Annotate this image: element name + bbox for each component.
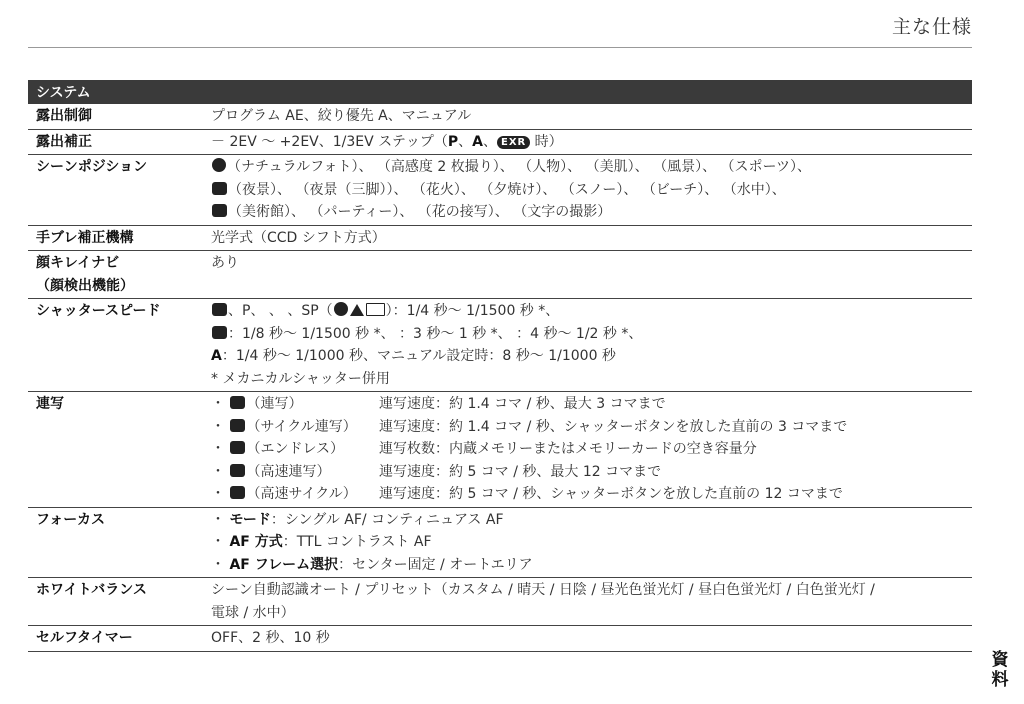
- separator: 、: [458, 133, 473, 150]
- row-value: [203, 129, 972, 155]
- page-header-title: 主な仕様: [891, 16, 972, 38]
- exr-mode-icon: [497, 136, 530, 149]
- continuous-desc: 連写速度：約 5 コマ / 秒、シャッターボタンを放した直前の 12 コマまで: [379, 486, 843, 502]
- focus-value: ：センター固定 / オートエリア: [338, 556, 533, 573]
- shutter-line: [211, 323, 970, 346]
- separator: 、: [482, 133, 497, 150]
- natural-photo-icon: [212, 158, 226, 172]
- row-label: 連写: [28, 392, 203, 508]
- table-row: [28, 225, 972, 251]
- continuous-mode: （サイクル連写）: [246, 418, 357, 435]
- endless-continuous-icon: [230, 441, 245, 454]
- shutter-line-text: ：1/4 秒～ 1/1000 秒、マニュアル設定時：8 秒～ 1/1000 秒: [221, 348, 616, 364]
- row-value: [203, 392, 972, 508]
- landscape-icon: [350, 304, 364, 316]
- bullet: ・: [211, 556, 225, 573]
- table-row: [28, 392, 972, 508]
- row-label: [28, 251, 203, 299]
- table-row: [28, 104, 972, 129]
- continuous-item: [211, 483, 970, 506]
- row-label: 手ブレ補正機構: [28, 225, 203, 251]
- night-icon: [212, 182, 227, 195]
- spec-table: [28, 80, 972, 652]
- row-value: [203, 578, 972, 626]
- shutter-line: [211, 300, 970, 323]
- wb-line: シーン自動認識オート / プリセット（カスタム / 晴天 / 日陰 / 昼光色蛍光灯 / 昼白色蛍光灯 / 白色蛍光灯 /: [211, 582, 875, 598]
- focus-key: AF フレーム選択: [229, 556, 339, 573]
- focus-key: AF 方式: [229, 534, 283, 550]
- shutter-line-text: 、P、 、 、SP（: [228, 303, 333, 319]
- section-header-row: [28, 80, 972, 104]
- scene-line: [211, 201, 970, 224]
- scene-line-text: （夜景）、 （夜景（三脚））、 （花火）、 （夕焼け）、 （スノー）、 （ビーチ）、 （水中）、: [228, 181, 786, 198]
- aperture-mode-a: A: [211, 348, 222, 364]
- row-label: 露出補正: [28, 129, 203, 155]
- shutter-line: [211, 345, 970, 368]
- continuous-mode: （高速サイクル）: [246, 486, 357, 502]
- cycle-continuous-icon: [230, 419, 245, 432]
- side-tab-char: 資: [991, 650, 1009, 670]
- auto-camera-icon: [212, 303, 227, 316]
- table-row: [28, 155, 972, 226]
- bullet: ・: [211, 396, 225, 412]
- row-value: あり: [203, 251, 972, 299]
- row-label-line: 顔キレイナビ: [36, 255, 120, 271]
- row-value: プログラム AE、絞り優先 A、マニュアル: [203, 104, 972, 129]
- row-label-line: （顔検出機能）: [36, 277, 134, 294]
- scene-line-text: （美術館）、 （パーティー）、 （花の接写）、 （文字の撮影）: [228, 204, 612, 220]
- bullet: ・: [211, 486, 225, 502]
- scene-line-text: （ナチュラルフォト）、 （高感度 2 枚撮り）、 （人物）、 （美肌）、 （風景）、 （スポーツ）、: [227, 159, 811, 175]
- focus-item: [211, 554, 970, 577]
- scene-line: [211, 179, 970, 202]
- bullet: ・: [211, 463, 225, 480]
- continuous-icon: [230, 396, 245, 409]
- row-value: [203, 299, 972, 392]
- shutter-line-text: ：1/8 秒～ 1/1500 秒 *、 ：3 秒～ 1 秒 *、 ：4 秒～ 1/2 秒 *、: [228, 325, 643, 342]
- side-tab: [990, 650, 1010, 690]
- high-speed-continuous-icon: [230, 464, 245, 477]
- focus-value: ：TTL コントラスト AF: [282, 534, 432, 550]
- continuous-mode: （連写）: [246, 396, 303, 412]
- continuous-desc: 連写速度：約 1.4 コマ / 秒、最大 3 コマまで: [379, 396, 666, 412]
- exposure-comp-text: － 2EV ～ +2EV、1/3EV ステップ（: [211, 133, 448, 150]
- shutter-note: * メカニカルシャッター併用: [211, 370, 390, 387]
- row-label: シーンポジション: [28, 155, 203, 226]
- header-rule: [28, 47, 972, 48]
- continuous-desc: 連写速度：約 1.4 コマ / 秒、シャッターボタンを放した直前の 3 コマまで: [379, 418, 848, 435]
- night-icon: [212, 326, 227, 339]
- row-value: [203, 155, 972, 226]
- side-tab-char: 料: [991, 670, 1009, 690]
- focus-item: [211, 531, 970, 554]
- focus-key: モード: [229, 511, 271, 528]
- continuous-item: [211, 461, 970, 484]
- bullet: ・: [211, 418, 225, 435]
- continuous-desc: 連写枚数：内蔵メモリーまたはメモリーカードの空き容量分: [379, 441, 757, 457]
- shutter-line-text: ）：1/4 秒～ 1/1500 秒 *、: [385, 303, 560, 319]
- table-row: [28, 578, 972, 626]
- exposure-comp-suffix: 時）: [530, 133, 563, 150]
- museum-icon: [212, 204, 227, 217]
- table-row: [28, 129, 972, 155]
- table-row: [28, 251, 972, 299]
- row-value: [203, 507, 972, 578]
- row-label: シャッタースピード: [28, 299, 203, 392]
- bullet: ・: [211, 534, 225, 550]
- table-row: [28, 626, 972, 652]
- scene-line: [211, 156, 970, 179]
- program-mode-p: P: [447, 133, 459, 150]
- row-label: 露出制御: [28, 104, 203, 129]
- text-icon: [366, 303, 385, 316]
- focus-value: ：シングル AF/ コンティニュアス AF: [270, 511, 504, 528]
- aperture-mode-a: A: [472, 133, 483, 150]
- continuous-desc: 連写速度：約 5 コマ / 秒、最大 12 コマまで: [379, 463, 662, 480]
- bullet: ・: [211, 511, 225, 528]
- exr-label: EXR: [500, 136, 527, 148]
- continuous-item: [211, 393, 970, 416]
- continuous-item: [211, 438, 970, 461]
- row-label: フォーカス: [28, 507, 203, 578]
- row-value: OFF、2 秒、10 秒: [203, 626, 972, 652]
- table-row: [28, 507, 972, 578]
- row-label: ホワイトバランス: [28, 578, 203, 626]
- bullet: ・: [211, 441, 225, 457]
- high-speed-cycle-icon: [230, 486, 245, 499]
- continuous-mode: （高速連写）: [246, 463, 331, 480]
- table-row: [28, 299, 972, 392]
- portrait-icon: [334, 302, 348, 316]
- row-value: 光学式（CCD シフト方式）: [203, 225, 972, 251]
- row-label: セルフタイマー: [28, 626, 203, 652]
- continuous-item: [211, 416, 970, 439]
- focus-item: [211, 509, 970, 532]
- continuous-mode: （エンドレス）: [246, 441, 345, 457]
- section-title: システム: [28, 80, 972, 104]
- wb-line: 電球 / 水中）: [211, 604, 295, 621]
